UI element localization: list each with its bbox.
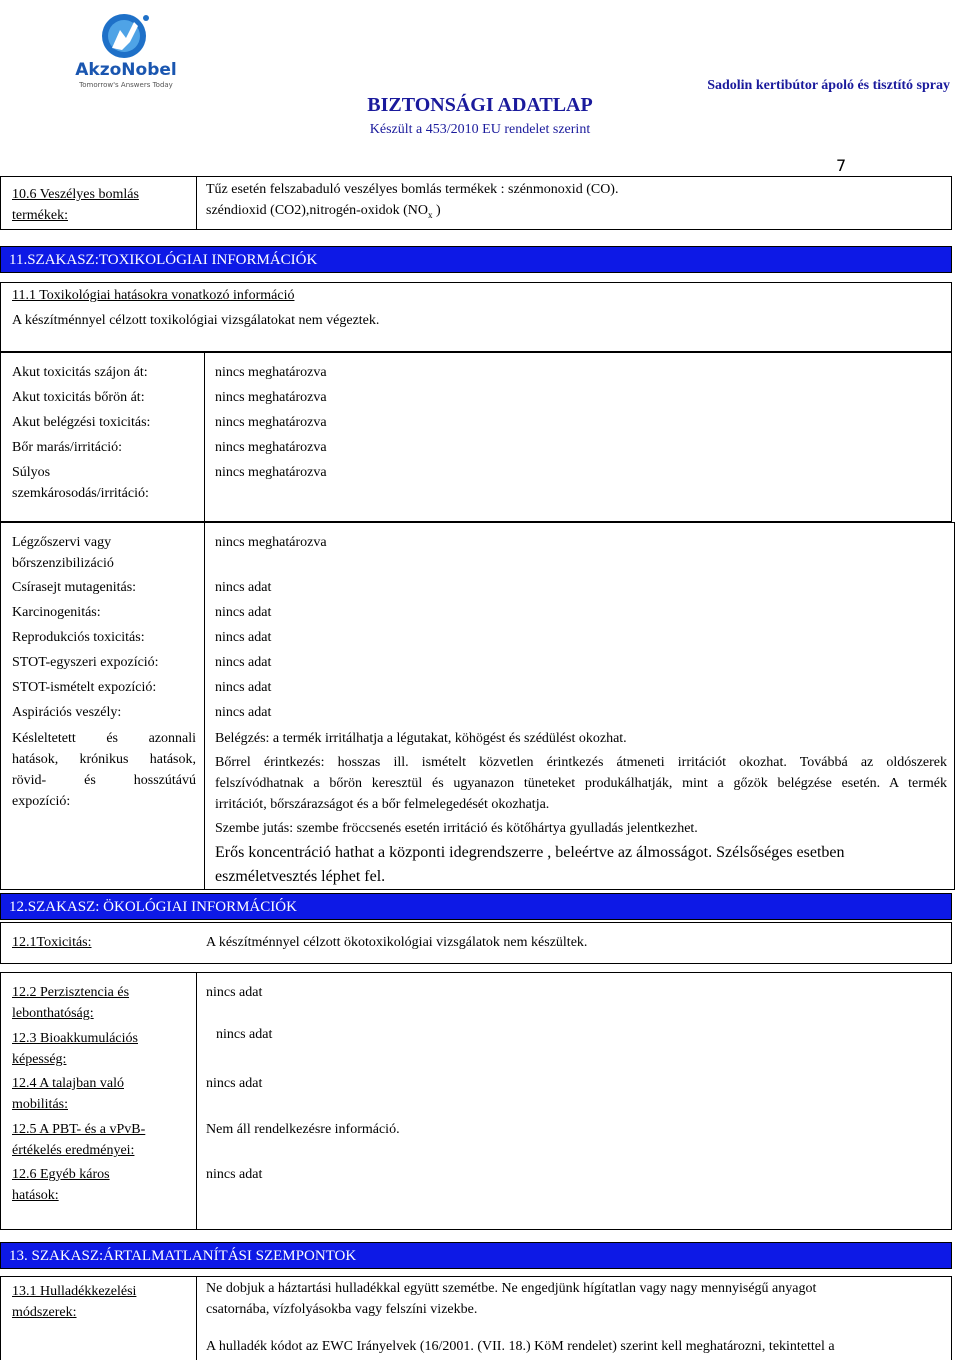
stot-single-label: STOT-egyszeri expozíció: <box>12 655 159 670</box>
company-logo <box>60 8 190 96</box>
reproductive-value: nincs adat <box>215 630 272 645</box>
toxicity-group-2-divider <box>204 522 205 890</box>
persistence-label-1: 12.2 Perzisztencia és <box>12 985 130 1000</box>
section-10-6-text-2-post: ) <box>432 203 441 218</box>
pbt-value: Nem áll rendelkezésre információ. <box>206 1122 400 1137</box>
section-10-6-text-1: Tűz esetén felszabaduló veszélyes bomlás termékek : szénmonoxid (CO). <box>206 182 619 197</box>
acute-oral-label: Akut toxicitás szájon át: <box>12 365 148 380</box>
section-11-1-title: 11.1 Toxikológiai hatásokra vonatkozó információ <box>12 288 295 303</box>
inhalation-text: Belégzés: a termék irritálhatja a légutakat, köhögést és szédülést okozhat. <box>215 731 627 746</box>
other-effects-label-1: 12.6 Egyéb káros <box>12 1167 110 1182</box>
aspiration-label: Aspirációs veszély: <box>12 705 122 720</box>
section-12-1-value: A készítménnyel célzott ökotoxikológiai vizsgálatok nem készültek. <box>206 935 588 950</box>
section-11-1-text: A készítménnyel célzott toxikológiai vizsgálatokat nem végeztek. <box>12 313 380 328</box>
sensitisation-value: nincs meghatározva <box>215 535 327 550</box>
eye-damage-value: nincs meghatározva <box>215 465 327 480</box>
reproductive-label: Reprodukciós toxicitás: <box>12 630 145 645</box>
stot-single-value: nincs adat <box>215 655 272 670</box>
concentration-text-1: Erős koncentráció hathat a központi idegrendszerre , beleértve az álmosságot. Szélsőséges esetben <box>215 844 845 861</box>
eye-contact-text: Szembe jutás: szembe fröccsenés esetén irritáció és kötőhártya gyulladás jelentkezhet. <box>215 821 698 836</box>
other-effects-label-2: hatások: <box>12 1188 59 1203</box>
section-12-banner: 12.SZAKASZ: ÖKOLÓGIAI INFORMÁCIÓK <box>0 893 952 920</box>
section-10-6-divider <box>196 176 197 230</box>
section-13-banner: 13. SZAKASZ:ÁRTALMATLANÍTÁSI SZEMPONTOK <box>0 1242 952 1269</box>
delayed-effects-label-2: hatások, krónikus hatások, <box>12 752 196 767</box>
mobility-label-2: mobilitás: <box>12 1097 68 1112</box>
section-10-6-subscript: x <box>428 209 433 220</box>
sensitisation-label-1: Légzőszervi vagy <box>12 535 112 550</box>
mobility-label-1: 12.4 A talajban való <box>12 1076 124 1091</box>
product-name: Sadolin kertibútor ápoló és tisztító spray <box>707 78 950 93</box>
concentration-text-2: eszméletvesztés léphet fel. <box>215 868 386 885</box>
waste-text-1b: csatornába, vízfolyásokba vagy felszíni vizekbe. <box>206 1302 478 1317</box>
acute-dermal-label: Akut toxicitás bőrön át: <box>12 390 145 405</box>
section-10-6-text-2-pre: széndioxid (CO2),nitrogén-oxidok (NO <box>206 203 429 218</box>
skin-contact-text-3: irritációt, bőrszárazságot és a bőr felmelegedését okozhatja. <box>215 797 550 812</box>
toxicity-group-1-divider <box>204 352 205 522</box>
mobility-value: nincs adat <box>206 1076 263 1091</box>
stot-repeated-label: STOT-ismételt expozíció: <box>12 680 157 695</box>
eye-damage-label-2: szemkárosodás/irritáció: <box>12 486 149 501</box>
waste-text-1a: Ne dobjuk a háztartási hulladékkal együtt szemétbe. Ne engedjünk hígítatlan vagy nagy mennyiségű anyagot <box>206 1281 817 1296</box>
acute-inhalation-label: Akut belégzési toxicitás: <box>12 415 151 430</box>
section-12-rows-box <box>0 972 952 1230</box>
section-10-6-label: 10.6 Veszélyes bomlás termékek: <box>12 187 139 223</box>
section-13-divider <box>196 1276 197 1360</box>
aspiration-value: nincs adat <box>215 705 272 720</box>
eye-damage-label-1: Súlyos <box>12 465 51 480</box>
document-title: BIZTONSÁGI ADATLAP <box>367 94 593 116</box>
logo-wordmark: AkzoNobel <box>75 60 177 80</box>
section-10-6-text-2 <box>206 201 441 225</box>
section-11-banner: 11.SZAKASZ:TOXIKOLÓGIAI INFORMÁCIÓK <box>0 246 952 273</box>
bioaccumulation-label-2: képesség: <box>12 1052 67 1067</box>
pbt-label-2: értékelés eredményei: <box>12 1143 135 1158</box>
regulation-subtitle: Készült a 453/2010 EU rendelet szerint <box>369 122 591 137</box>
bioaccumulation-label-1: 12.3 Bioakkumulációs <box>12 1031 138 1046</box>
acute-oral-value: nincs meghatározva <box>215 365 327 380</box>
other-effects-value: nincs adat <box>206 1167 263 1182</box>
bioaccumulation-value: nincs adat <box>216 1027 273 1042</box>
delayed-effects-label-3: rövid- és hosszútávú <box>12 773 196 788</box>
acute-inhalation-value: nincs meghatározva <box>215 415 327 430</box>
skin-contact-text-1: Bőrrel érintkezés: hosszas ill. ismételt közvetlen érintkezés átmeneti irritációt okozhat. Továbbá az oldószerek <box>215 755 947 770</box>
waste-methods-label-2: módszerek: <box>12 1305 77 1320</box>
persistence-value: nincs adat <box>206 985 263 1000</box>
section-12-1-label: 12.1Toxicitás: <box>12 935 92 950</box>
page-number: 7 <box>836 156 847 175</box>
acute-dermal-value: nincs meghatározva <box>215 390 327 405</box>
skin-corrosion-value: nincs meghatározva <box>215 440 327 455</box>
mutagenicity-value: nincs adat <box>215 580 272 595</box>
skin-contact-text-2: felszívódhatnak a bőrön keresztül és ugyanazon tüneteket produkálhatják, mint a gőzök belégzése esetén. A termék <box>215 776 947 791</box>
section-12-rows-divider <box>196 972 197 1230</box>
persistence-label-2: lebonthatóság: <box>12 1006 94 1021</box>
stot-repeated-value: nincs adat <box>215 680 272 695</box>
logo-tagline: Tomorrow's Answers Today <box>79 81 173 89</box>
mutagenicity-label: Csírasejt mutagenitás: <box>12 580 137 595</box>
carcinogenicity-label: Karcinogenitás: <box>12 605 101 620</box>
carcinogenicity-value: nincs adat <box>215 605 272 620</box>
delayed-effects-label-1: Késleltetett és azonnali <box>12 731 196 746</box>
skin-corrosion-label: Bőr marás/irritáció: <box>12 440 123 455</box>
pbt-label-1: 12.5 A PBT- és a vPvB- <box>12 1122 146 1137</box>
sensitisation-label-2: bőrszenzibilizáció <box>12 556 114 571</box>
delayed-effects-label-4: expozíció: <box>12 794 71 809</box>
waste-methods-label-1: 13.1 Hulladékkezelési <box>12 1284 137 1299</box>
waste-text-2: A hulladék kódot az EWC Irányelvek (16/2001. (VII. 18.) KöM rendelet) szerint kell meghatározni, tekintettel a <box>206 1339 835 1354</box>
